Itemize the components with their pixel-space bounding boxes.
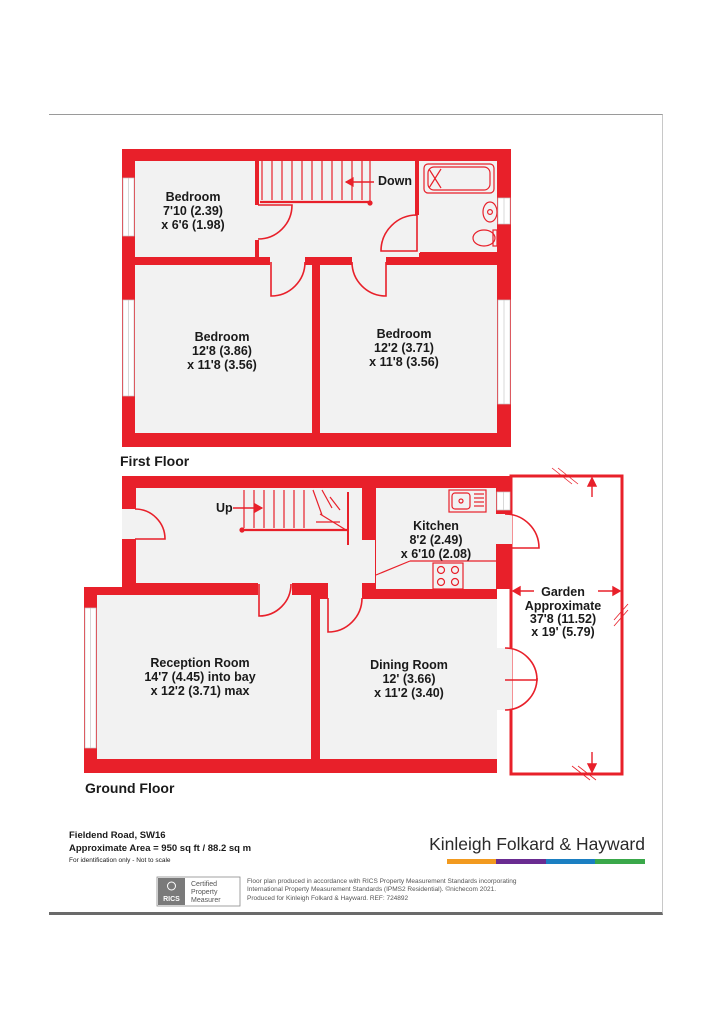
scale-note: For identification only - Not to scale	[69, 857, 171, 864]
approximate-area: Approximate Area = 950 sq ft / 88.2 sq m	[69, 843, 252, 854]
brand-name: Kinleigh Folkard & Hayward	[429, 834, 645, 854]
room-dimension: x 11'8 (3.56)	[369, 355, 439, 369]
room-dimension: 12'8 (3.86)	[192, 344, 252, 358]
room-dimension: Approximate	[524, 599, 602, 613]
room-dimension: 12'2 (3.71)	[374, 341, 434, 355]
rics-badge-text: Certified	[191, 881, 218, 888]
first-floor-plan	[120, 149, 511, 469]
rics-badge-text: Property	[191, 889, 218, 896]
ground-floor-plan	[84, 468, 628, 796]
stair-direction-label: Down	[378, 174, 413, 188]
disclaimer-line: Produced for Kinleigh Folkard & Hayward. REF: 724892	[247, 895, 409, 902]
room-dimension: x 11'8 (3.56)	[187, 358, 257, 372]
property-address: Fieldend Road, SW16	[69, 830, 166, 841]
stair-direction-label: Up	[216, 501, 233, 515]
room-label: Dining Room	[370, 658, 448, 672]
gf-hallway	[136, 488, 375, 583]
room-dimension: x 6'6 (1.98)	[161, 218, 225, 232]
room-dimension: x 6'10 (2.08)	[400, 547, 472, 561]
rics-badge-text: Measurer	[191, 897, 221, 904]
ff-bathroom	[419, 161, 497, 252]
floor-label: First Floor	[120, 453, 190, 469]
disclaimer-line: Floor plan produced in accordance with RICS Property Measurement Standards incorporating	[247, 878, 517, 885]
room-dimension: 14'7 (4.45) into bay	[144, 670, 256, 684]
room-label: Reception Room	[150, 656, 250, 670]
room-dimension: 37'8 (11.52)	[529, 612, 597, 626]
room-label: Bedroom	[376, 327, 432, 341]
rics-logo-text: RICS	[163, 896, 180, 903]
room-dimension: x 11'2 (3.40)	[374, 686, 444, 700]
footer	[69, 830, 645, 906]
disclaimer-line: International Property Measurement Standards (IPMS2 Residential). ©nichecom 2021.	[247, 886, 497, 893]
floor-label: Ground Floor	[85, 780, 175, 796]
room-label: Garden	[541, 585, 585, 599]
room-dimension: x 19' (5.79)	[531, 625, 595, 639]
brand-color-bar	[447, 859, 645, 864]
room-label: Bedroom	[165, 190, 221, 204]
room-dimension: 7'10 (2.39)	[163, 204, 223, 218]
room-label: Bedroom	[194, 330, 250, 344]
room-dimension: x 12'2 (3.71) max	[150, 684, 250, 698]
rics-badge	[157, 877, 240, 906]
room-label: Kitchen	[413, 519, 459, 533]
room-dimension: 8'2 (2.49)	[409, 533, 463, 547]
room-dimension: 12' (3.66)	[382, 672, 436, 686]
